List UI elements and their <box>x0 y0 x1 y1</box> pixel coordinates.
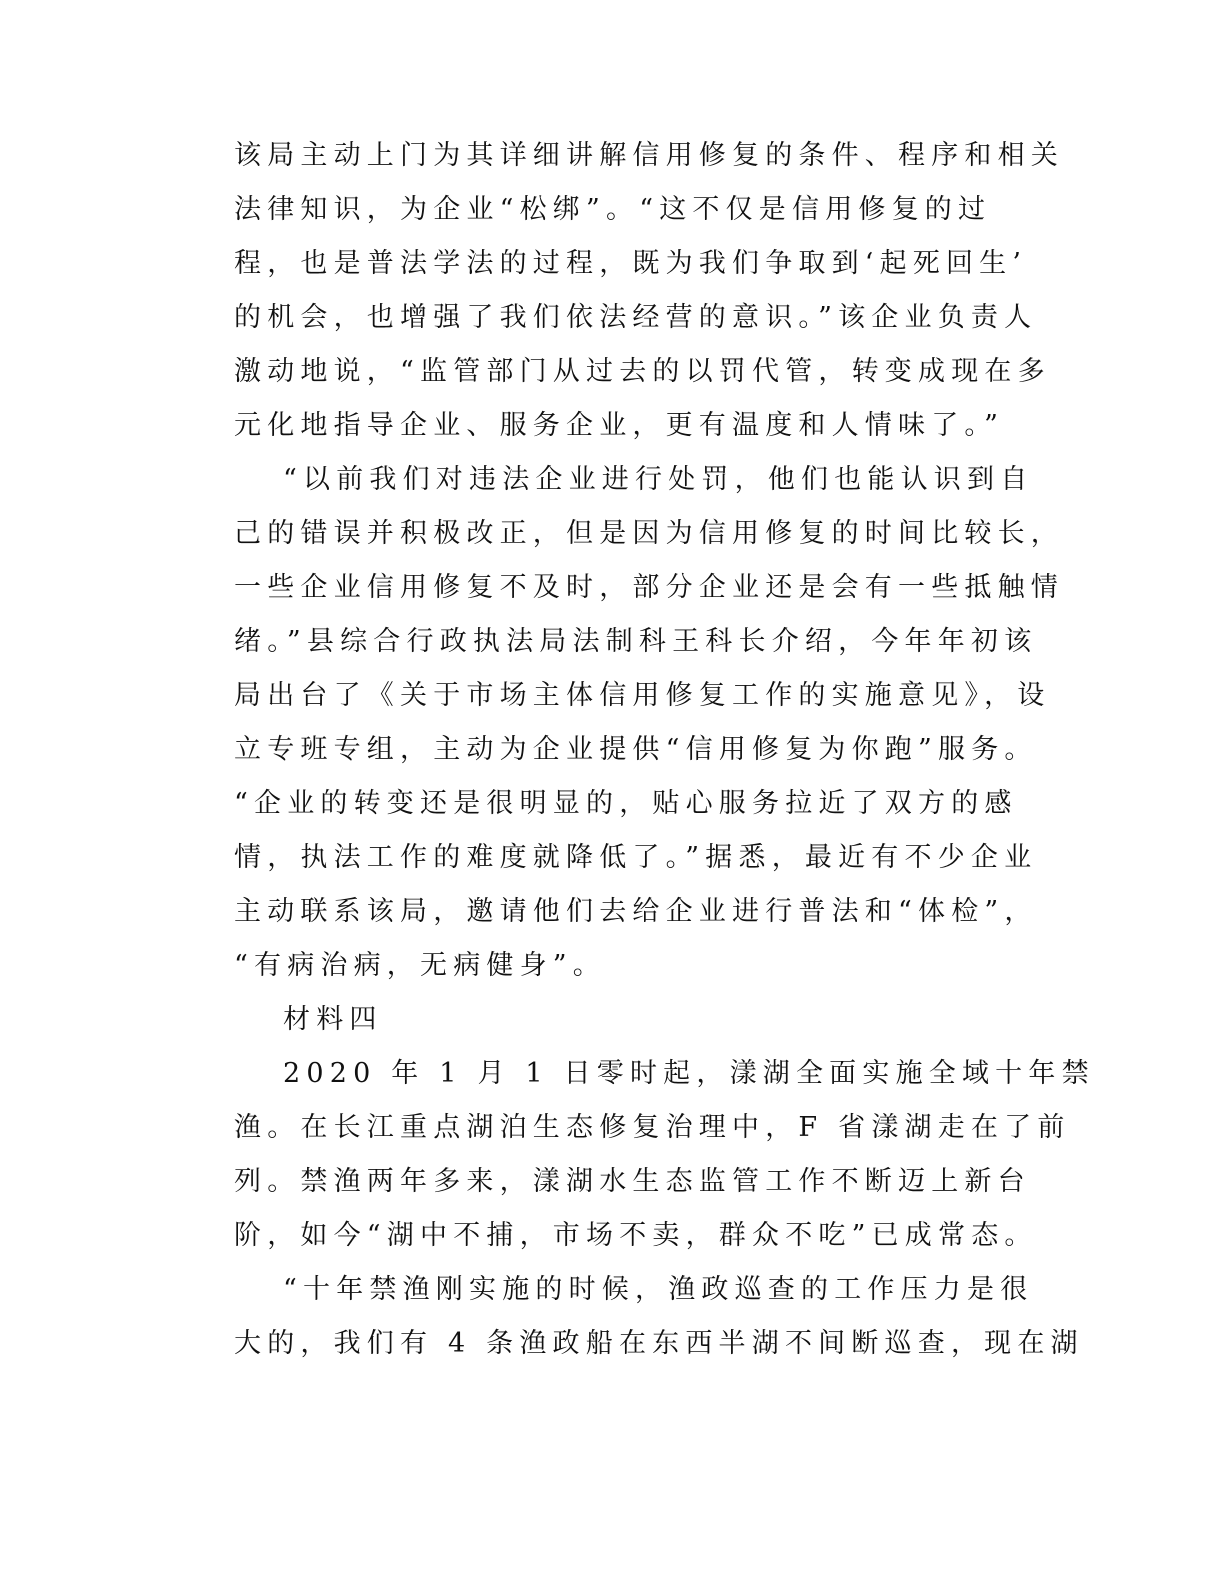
text-line: 该局主动上门为其详细讲解信用修复的条件、程序和相关 <box>234 140 1064 171</box>
text-line: 激动地说，“监管部门从过去的以罚代管，转变成现在多 <box>234 356 1051 387</box>
text-line: 元化地指导企业、服务企业，更有温度和人情味了。” <box>234 410 1005 441</box>
text-line: 主动联系该局，邀请他们去给企业进行普法和“体检”， <box>234 896 1038 927</box>
text-line: 大的，我们有 4 条渔政船在东西半湖不间断巡查，现在湖 <box>234 1328 1084 1359</box>
text-line: 渔。在长江重点湖泊生态修复治理中，F 省漾湖走在了前 <box>234 1112 1071 1143</box>
text-line: “有病治病，无病健身”。 <box>234 950 607 981</box>
text-line: 法律知识，为企业“松绑”。“这不仅是信用修复的过 <box>234 194 992 225</box>
paragraph-first-line: “十年禁渔刚实施的时候，渔政巡查的工作压力是很 <box>283 1274 1034 1305</box>
text-line: 一些企业信用修复不及时，部分企业还是会有一些抵触情 <box>234 572 1064 603</box>
text-line: 的机会，也增强了我们依法经营的意识。”该企业负责人 <box>234 302 1038 333</box>
section-heading: 材料四 <box>283 1004 383 1035</box>
text-line: 立专班专组，主动为企业提供“信用修复为你跑”服务。 <box>234 734 1038 765</box>
text-line: 阶，如今“湖中不捕，市场不卖，群众不吃”已成常态。 <box>234 1220 1038 1251</box>
text-line: 绪。”县综合行政执法局法制科王科长介绍，今年年初该 <box>234 626 1038 657</box>
text-line: 列。禁渔两年多来，漾湖水生态监管工作不断迈上新台 <box>234 1166 1031 1197</box>
paragraph-first-line: “以前我们对违法企业进行处罚，他们也能认识到自 <box>283 464 1034 495</box>
text-line: 程，也是普法学法的过程，既为我们争取到‘起死回生’ <box>234 248 1028 279</box>
paragraph-first-line: 2020 年 1 月 1 日零时起，漾湖全面实施全域十年禁 <box>283 1058 1095 1089</box>
text-line: 己的错误并积极改正，但是因为信用修复的时间比较长， <box>234 518 1064 549</box>
text-line: 情，执法工作的难度就降低了。”据悉，最近有不少企业 <box>234 842 1038 873</box>
text-line: “企业的转变还是很明显的，贴心服务拉近了双方的感 <box>234 788 1018 819</box>
text-line: 局出台了《关于市场主体信用修复工作的实施意见》，设 <box>234 680 1051 711</box>
